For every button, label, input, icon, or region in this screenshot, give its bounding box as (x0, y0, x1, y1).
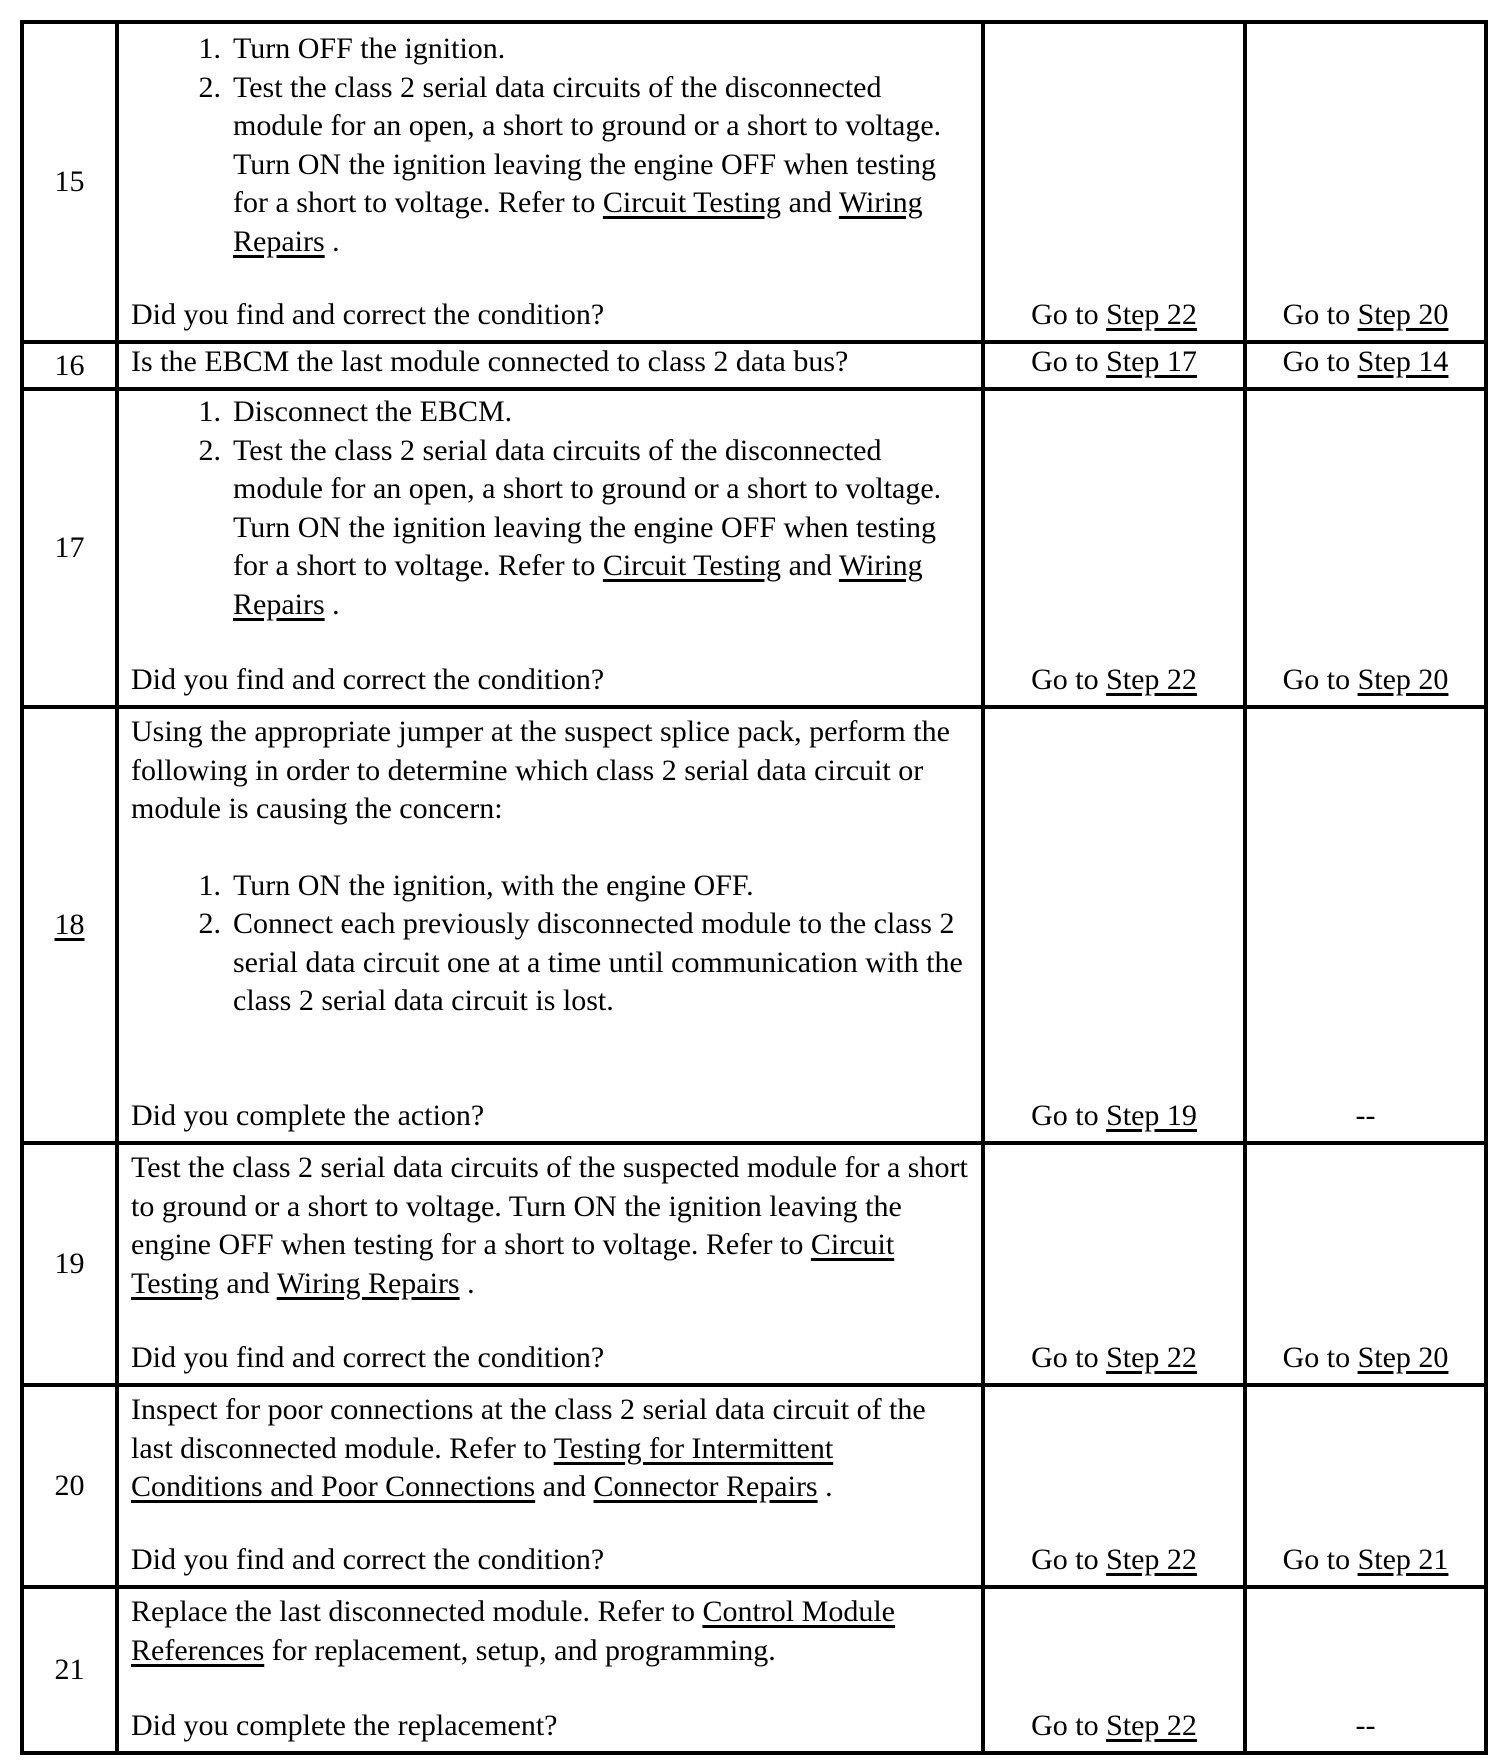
question-text: Is the EBCM the last module connected to class 2 data bus? (131, 344, 849, 378)
table-row (22, 1587, 1486, 1753)
step-number: 17 (22, 389, 117, 707)
action-cell (117, 1143, 983, 1385)
go-to-step-link[interactable]: Step 19 (1106, 1098, 1197, 1132)
question-text: Did you find and correct the condition? (131, 662, 605, 696)
no-result: Go to Step 20 (1282, 1340, 1449, 1374)
step-number: 16 (22, 342, 117, 389)
yes-result: Go to Step 22 (1031, 1340, 1197, 1374)
action-text: Replace the last disconnected module. Refer to Control Module References for replacement, setup, and programming. (131, 1595, 895, 1667)
action-cell (117, 707, 983, 1143)
no-cell (1245, 1587, 1486, 1753)
action-intro: Using the appropriate jumper at the suspect splice pack, perform the following in order to determine which class 2 serial data circuit or module is causing the concern: (131, 715, 958, 825)
yes-result: Go to Step 22 (1031, 1542, 1197, 1576)
action-list (131, 393, 971, 624)
action-cell (117, 1385, 983, 1587)
go-to-step-link[interactable]: Step 17 (1106, 344, 1197, 378)
yes-result: Go to Step 22 (1031, 297, 1197, 331)
go-to-step-link[interactable]: Step 22 (1106, 1340, 1197, 1374)
no-cell (1245, 342, 1486, 389)
step-number: 20 (22, 1385, 117, 1587)
action-list (131, 867, 971, 1021)
yes-cell (983, 1587, 1245, 1753)
yes-result: Go to Step 19 (1031, 1098, 1197, 1132)
list-item: 2. Test the class 2 serial data circuits of the disconnected module for an open, a short to ground or a short to voltage. Turn ON the ignition leaving the engine OFF when testing for a short to voltage. Refer to Circuit Testing and Wiring Repairs . (198, 433, 942, 621)
yes-cell (983, 1385, 1245, 1587)
circuit-testing-link[interactable]: Circuit Testing (602, 549, 782, 582)
no-result: -- (1355, 1098, 1376, 1132)
question-text: Did you find and correct the condition? (131, 1542, 605, 1576)
question-text: Did you complete the replacement? (131, 1708, 558, 1742)
action-cell (117, 342, 983, 389)
go-to-step-link[interactable]: Step 22 (1106, 1542, 1197, 1576)
go-to-step-link[interactable]: Step 22 (1106, 1708, 1197, 1742)
table-row (22, 707, 1486, 1143)
wiring-repairs-link[interactable]: Wiring Repairs (233, 549, 923, 621)
no-result: Go to Step 20 (1282, 662, 1449, 696)
no-result: -- (1355, 1708, 1376, 1742)
action-text: Test the class 2 serial data circuits of the suspected module for a short to ground or a short to voltage. Turn ON the ignition leaving the engine OFF when testing for a short to voltage. Refer to Circuit Testing and Wiring Repairs . (131, 1151, 968, 1300)
list-item: 1. Turn OFF the ignition. (198, 32, 506, 65)
diagnostic-table (20, 20, 1488, 1755)
no-cell (1245, 1143, 1486, 1385)
no-result: Go to Step 14 (1282, 344, 1449, 378)
list-item: 1. Turn ON the ignition, with the engine OFF. (198, 868, 754, 902)
yes-result: Go to Step 17 (1031, 344, 1197, 378)
circuit-testing-link[interactable]: Circuit Testing (131, 1228, 895, 1300)
go-to-step-link[interactable]: Step 20 (1357, 662, 1449, 696)
circuit-testing-link[interactable]: Circuit Testing (602, 186, 782, 219)
yes-cell (983, 1143, 1245, 1385)
yes-result: Go to Step 22 (1031, 662, 1197, 696)
no-result: Go to Step 21 (1282, 1542, 1449, 1576)
step-number: 19 (22, 1143, 117, 1385)
go-to-step-link[interactable]: Step 22 (1106, 662, 1197, 696)
table-row (22, 1143, 1486, 1385)
question-text: Did you find and correct the condition? (131, 1340, 605, 1374)
yes-cell (983, 707, 1245, 1143)
yes-result: Go to Step 22 (1031, 1708, 1197, 1742)
list-item: 2. Connect each previously disconnected module to the class 2 serial data circuit one at a time until communication with the class 2 serial data circuit is lost. (198, 907, 963, 1017)
yes-cell (983, 342, 1245, 389)
control-module-references-link[interactable]: Control Module References (131, 1595, 895, 1667)
action-cell (117, 22, 983, 342)
step-number: 21 (22, 1587, 117, 1753)
go-to-step-link[interactable]: Step 20 (1357, 297, 1449, 331)
list-item: 1. Disconnect the EBCM. (198, 395, 513, 428)
action-cell (117, 1587, 983, 1753)
no-cell (1245, 389, 1486, 707)
question-text: Did you complete the action? (131, 1098, 485, 1132)
connector-repairs-link[interactable]: Connector Repairs (593, 1470, 818, 1503)
no-cell (1245, 22, 1486, 342)
step-number: 15 (22, 22, 117, 342)
yes-cell (983, 22, 1245, 342)
step-number (22, 707, 117, 1143)
table-row (22, 342, 1486, 389)
table-row (22, 22, 1486, 342)
wiring-repairs-link[interactable]: Wiring Repairs (233, 186, 923, 258)
go-to-step-link[interactable]: Step 22 (1106, 297, 1197, 331)
no-cell (1245, 1385, 1486, 1587)
table-row (22, 389, 1486, 707)
no-result: Go to Step 20 (1282, 297, 1449, 331)
table-row (22, 1385, 1486, 1587)
wiring-repairs-link[interactable]: Wiring Repairs (276, 1266, 460, 1300)
list-item: 2. Test the class 2 serial data circuits of the disconnected module for an open, a short to ground or a short to voltage. Turn ON the ignition leaving the engine OFF when testing for a short to voltage. Refer to Circuit Testing and Wiring Repairs . (198, 70, 942, 258)
yes-cell (983, 389, 1245, 707)
action-text: Inspect for poor connections at the class 2 serial data circuit of the last disconnected module. Refer to Testing for Intermittent Conditions and Poor Connections and Connector Repairs . (131, 1393, 926, 1503)
go-to-step-link[interactable]: Step 20 (1357, 1340, 1449, 1374)
action-list (131, 30, 971, 261)
question-text: Did you find and correct the condition? (131, 297, 605, 331)
go-to-step-link[interactable]: Step 14 (1357, 344, 1449, 378)
go-to-step-link[interactable]: Step 21 (1357, 1542, 1449, 1576)
step-18-link[interactable]: 18 (54, 908, 85, 941)
intermittent-conditions-link[interactable]: Testing for Intermittent Conditions and Poor Connections (131, 1431, 834, 1503)
action-cell (117, 389, 983, 707)
no-cell (1245, 707, 1486, 1143)
